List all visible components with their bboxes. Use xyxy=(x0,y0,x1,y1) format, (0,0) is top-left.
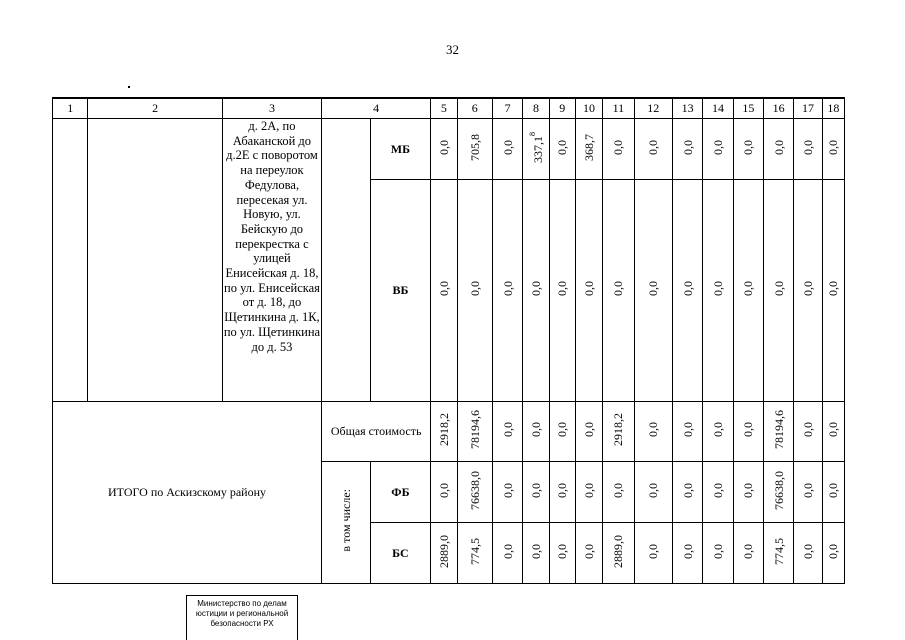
stamp-line: Министерство по делам xyxy=(197,599,287,608)
value-cell: 2918,2 xyxy=(431,402,457,462)
value-cell: 2889,0 xyxy=(603,523,634,584)
label-vb: ВБ xyxy=(370,180,431,402)
value-cell: 0,0 xyxy=(672,523,702,584)
value-cell: 0,0 xyxy=(794,523,822,584)
value-cell: 0,0 xyxy=(634,402,672,462)
header-cell: 11 xyxy=(603,98,634,119)
value-cell: 76638,0 xyxy=(457,462,492,523)
label-fb: ФБ xyxy=(370,462,431,523)
header-cell: 14 xyxy=(703,98,733,119)
cell-col2 xyxy=(88,119,223,402)
header-cell: 3 xyxy=(222,98,321,119)
value-cell: 368,7 xyxy=(575,119,602,180)
header-cell: 1 xyxy=(53,98,88,119)
value-cell: 0,0 xyxy=(763,119,793,180)
label-mb: МБ xyxy=(370,119,431,180)
value-cell: 0,0 xyxy=(431,180,457,402)
value-cell: 0,0 xyxy=(523,180,549,402)
header-cell: 13 xyxy=(672,98,702,119)
header-cell: 10 xyxy=(575,98,602,119)
value-cell: 0,0 xyxy=(822,523,844,584)
value-cell: 0,0 xyxy=(634,119,672,180)
value-cell: 0,0 xyxy=(634,180,672,402)
value-cell: 0,0 xyxy=(431,462,457,523)
header-cell: 9 xyxy=(549,98,575,119)
header-cell: 6 xyxy=(457,98,492,119)
value-cell: 0,0 xyxy=(794,402,822,462)
value-cell: 0,0 xyxy=(523,462,549,523)
value-cell: 78194,6 xyxy=(457,402,492,462)
value-cell: 774,5 xyxy=(457,523,492,584)
ministry-stamp xyxy=(186,595,298,640)
value-cell: 0,0 xyxy=(549,462,575,523)
total-general-label: Общая стоимость xyxy=(322,402,431,462)
value-cell: 0,0 xyxy=(634,462,672,523)
including-label-cell xyxy=(322,462,371,584)
value-cell: 2918,2 xyxy=(603,402,634,462)
stamp-line: юстиции и региональной xyxy=(195,609,289,618)
value-cell: 0,0 xyxy=(794,462,822,523)
value-cell: 0,0 xyxy=(733,119,763,180)
value-cell: 76638,0 xyxy=(763,462,793,523)
value-cell: 0,0 xyxy=(672,180,702,402)
value-cell: 0,0 xyxy=(763,180,793,402)
stray-dot xyxy=(128,86,130,88)
value-cell: 0,0 xyxy=(703,402,733,462)
value-cell: 0,0 xyxy=(603,119,634,180)
header-cell: 12 xyxy=(634,98,672,119)
value-cell: 0,0 xyxy=(733,402,763,462)
value-cell: 0,0 xyxy=(575,180,602,402)
stamp-line: безопасности РХ xyxy=(210,619,274,628)
value-cell: 0,0 xyxy=(634,523,672,584)
value-cell: 78194,6 xyxy=(763,402,793,462)
total-title: ИТОГО по Аскизскому району xyxy=(53,402,322,584)
value-cell: 0,0 xyxy=(549,180,575,402)
value-cell: 774,5 xyxy=(763,523,793,584)
header-cell: 8 xyxy=(523,98,549,119)
value-cell: 0,0 xyxy=(549,523,575,584)
value-cell: 0,0 xyxy=(603,180,634,402)
header-row xyxy=(53,98,845,119)
value-cell: 0,0 xyxy=(703,119,733,180)
header-cell: 18 xyxy=(822,98,844,119)
including-label: в том числе: xyxy=(338,489,353,552)
value-cell: 2889,0 xyxy=(431,523,457,584)
address-cell: д. 2А, по Абаканской до д.2Е с поворотом на переулок Федулова, пересекая ул. Новую, ул. Бейскую до перекрестка с улицей Енисейская д. 18, по ул. Енисейская от д. 18, до Щетинкина д. 1К, по ул. Щетинкина до д. 53 xyxy=(222,119,321,402)
header-cell: 7 xyxy=(492,98,522,119)
value-cell: 0,0 xyxy=(703,523,733,584)
value-cell: 0,0 xyxy=(733,180,763,402)
value-cell: 0,0 xyxy=(523,402,549,462)
value-cell: 0,0 xyxy=(575,523,602,584)
value-cell: 0,0 xyxy=(672,119,702,180)
value-cell: 0,0 xyxy=(457,180,492,402)
header-cell: 15 xyxy=(733,98,763,119)
cell-col4-blank xyxy=(322,119,371,402)
header-cell: 4 xyxy=(322,98,431,119)
value-cell: 0,0 xyxy=(794,119,822,180)
header-cell: 16 xyxy=(763,98,793,119)
value-cell: 0,0 xyxy=(822,119,844,180)
value-cell: 0,0 xyxy=(672,402,702,462)
value-cell: 0,0 xyxy=(822,462,844,523)
value-cell: 0,0 xyxy=(492,462,522,523)
cell-col1 xyxy=(53,119,88,402)
value-cell: 0,0 xyxy=(733,523,763,584)
value-cell: 0,0 xyxy=(549,402,575,462)
value-cell: 0,0 xyxy=(703,180,733,402)
value-cell: 0,0 xyxy=(492,523,522,584)
value-cell: 0,0 xyxy=(492,119,522,180)
value-cell: 0,0 xyxy=(575,462,602,523)
value-cell: 0,0 xyxy=(575,402,602,462)
value-cell: 0,0 xyxy=(492,402,522,462)
value-cell: 0,0 xyxy=(431,119,457,180)
value-cell: 0,0 xyxy=(822,180,844,402)
header-cell: 17 xyxy=(794,98,822,119)
row-total-general xyxy=(53,402,845,462)
value-cell: 0,0 xyxy=(703,462,733,523)
value-cell: 0,0 xyxy=(794,180,822,402)
value-cell xyxy=(523,119,549,180)
page-number: 32 xyxy=(446,42,459,57)
value-cell: 0,0 xyxy=(672,462,702,523)
value-cell: 705,8 xyxy=(457,119,492,180)
value-cell: 0,0 xyxy=(603,462,634,523)
value-cell: 0,0 xyxy=(492,180,522,402)
row-mb xyxy=(53,119,845,180)
value-cell: 0,0 xyxy=(733,462,763,523)
value-cell: 0,0 xyxy=(523,523,549,584)
header-cell: 2 xyxy=(88,98,223,119)
header-cell: 5 xyxy=(431,98,457,119)
budget-table xyxy=(52,97,845,584)
value-cell: 0,0 xyxy=(549,119,575,180)
value-text: 337,1 xyxy=(531,135,546,163)
footnote-mark: 8 xyxy=(528,131,538,136)
label-bs: БС xyxy=(370,523,431,584)
value-cell: 0,0 xyxy=(822,402,844,462)
